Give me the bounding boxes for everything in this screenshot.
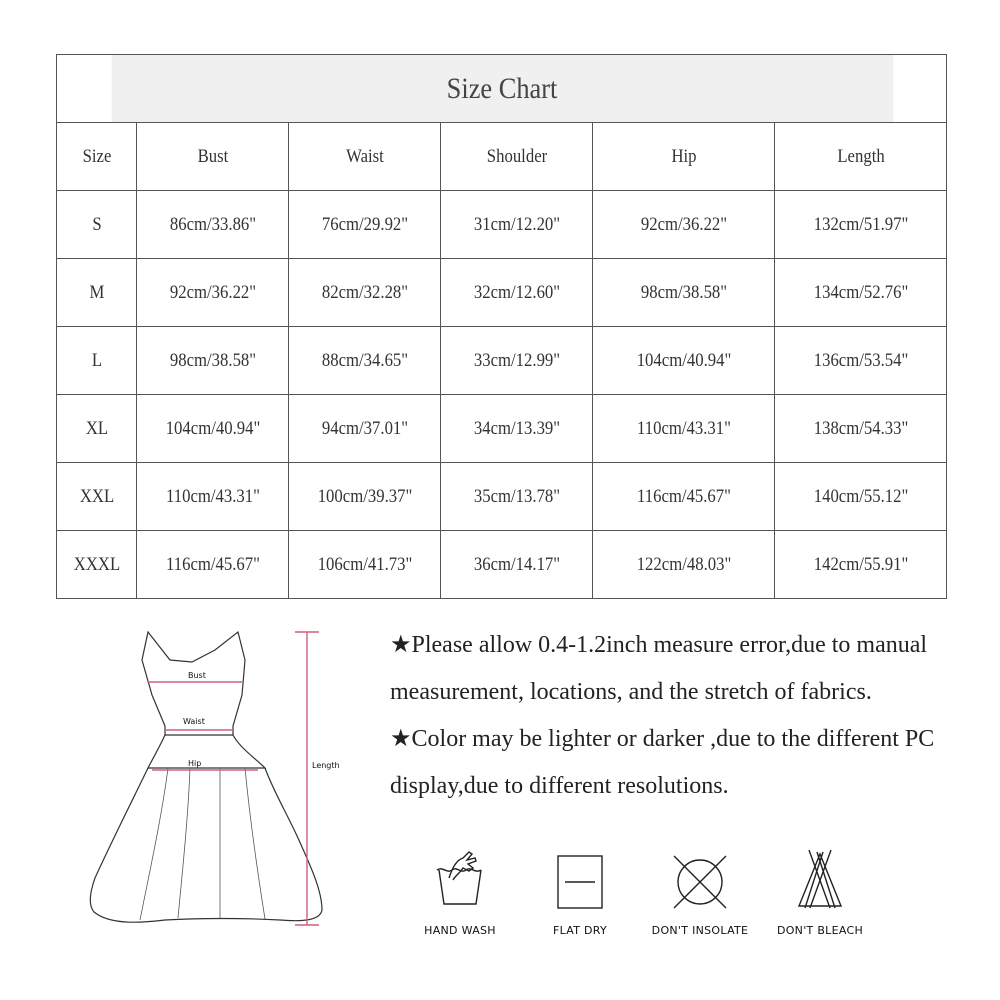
care-item-dont-insolate	[640, 848, 760, 937]
table-cell: L	[61, 327, 131, 395]
column-header: Waist	[298, 123, 432, 191]
chart-title: Size Chart	[110, 55, 893, 123]
care-label: HAND WASH	[424, 924, 496, 937]
table-row	[57, 463, 947, 531]
care-item-flat-dry	[520, 848, 640, 937]
table-cell: 136cm/53.54"	[785, 327, 936, 395]
table-row	[57, 259, 947, 327]
table-cell: XL	[61, 395, 131, 463]
bust-label: Bust	[188, 671, 206, 680]
table-row	[57, 531, 947, 599]
column-header: Length	[785, 123, 936, 191]
header-row	[57, 123, 947, 191]
column-header: Hip	[603, 123, 763, 191]
table-cell: 94cm/37.01"	[298, 395, 432, 463]
care-item-dont-bleach	[760, 848, 880, 937]
table-cell: 110cm/43.31"	[603, 395, 763, 463]
care-label: DON'T INSOLATE	[651, 924, 749, 937]
table-cell: 92cm/36.22"	[603, 191, 763, 259]
table-cell: 35cm/13.78"	[450, 463, 584, 531]
table-cell: 31cm/12.20"	[450, 191, 584, 259]
table-cell: 116cm/45.67"	[146, 531, 280, 599]
table-cell: 132cm/51.97"	[785, 191, 936, 259]
care-item-hand-wash	[400, 848, 520, 937]
column-header: Bust	[146, 123, 280, 191]
table-cell: 104cm/40.94"	[603, 327, 763, 395]
size-chart-table	[56, 54, 947, 599]
table-cell: 82cm/32.28"	[298, 259, 432, 327]
dress-measurement-diagram	[70, 620, 370, 940]
hip-label: Hip	[188, 759, 202, 768]
dont-bleach-icon	[794, 848, 846, 910]
table-cell: XXL	[61, 463, 131, 531]
column-header: Size	[61, 123, 131, 191]
length-label: Length	[312, 761, 340, 770]
table-cell: 34cm/13.39"	[450, 395, 584, 463]
table-cell: 106cm/41.73"	[298, 531, 432, 599]
table-cell: 134cm/52.76"	[785, 259, 936, 327]
dress-outline	[90, 632, 322, 922]
table-cell: 92cm/36.22"	[146, 259, 280, 327]
column-header: Shoulder	[450, 123, 584, 191]
table-cell: 142cm/55.91"	[785, 531, 936, 599]
table-cell: 116cm/45.67"	[603, 463, 763, 531]
table-cell: XXXL	[61, 531, 131, 599]
table-cell: 36cm/14.17"	[450, 531, 584, 599]
note-color: ★Color may be lighter or darker ,due to the different PC display,due to different resolutions.	[390, 726, 935, 799]
table-row	[57, 191, 947, 259]
table-row	[57, 327, 947, 395]
hand-wash-icon	[435, 848, 485, 910]
table-cell: 76cm/29.92"	[298, 191, 432, 259]
table-cell: M	[61, 259, 131, 327]
table-row	[57, 395, 947, 463]
table-cell: 33cm/12.99"	[450, 327, 584, 395]
table-cell: 98cm/38.58"	[603, 259, 763, 327]
waist-label: Waist	[183, 717, 205, 726]
care-label: DON'T BLEACH	[776, 924, 864, 937]
flat-dry-icon	[555, 848, 605, 910]
table-cell: S	[61, 191, 131, 259]
table-cell: 122cm/48.03"	[603, 531, 763, 599]
table-cell: 32cm/12.60"	[450, 259, 584, 327]
note-measure-error: ★Please allow 0.4-1.2inch measure error,due to manual measurement, locations, and the stretch of fabrics.	[390, 632, 928, 705]
table-cell: 104cm/40.94"	[146, 395, 280, 463]
table-cell: 110cm/43.31"	[146, 463, 280, 531]
length-measure-line	[295, 632, 319, 925]
table-cell: 88cm/34.65"	[298, 327, 432, 395]
table-cell: 86cm/33.86"	[146, 191, 280, 259]
notes-section	[390, 622, 950, 810]
table-cell: 138cm/54.33"	[785, 395, 936, 463]
care-instructions	[400, 848, 920, 958]
table-cell: 100cm/39.37"	[298, 463, 432, 531]
dont-insolate-icon	[669, 848, 731, 910]
table-cell: 140cm/55.12"	[785, 463, 936, 531]
table-cell: 98cm/38.58"	[146, 327, 280, 395]
care-label: FLAT DRY	[552, 924, 608, 937]
